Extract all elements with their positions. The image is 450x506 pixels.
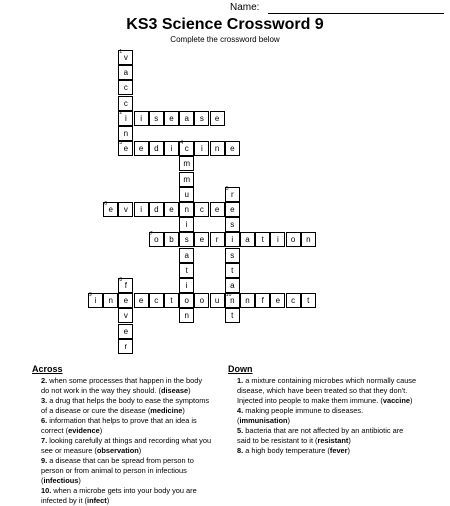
cell-letter: s: [230, 220, 235, 230]
cell-letter: i: [231, 235, 234, 245]
grid-cell[interactable]: [225, 308, 240, 323]
clue-item-number: 7.: [41, 436, 48, 445]
grid-cell[interactable]: [270, 232, 285, 247]
grid-cell[interactable]: [164, 232, 179, 247]
grid-cell[interactable]: [270, 293, 285, 308]
cell-letter: t: [261, 235, 264, 245]
grid-cell[interactable]: [225, 232, 240, 247]
cell-letter: r: [124, 341, 128, 351]
cell-letter: c: [291, 296, 296, 306]
clue-item-number: 6.: [41, 416, 48, 425]
cell-letter: o: [290, 235, 296, 245]
grid-cell[interactable]: [118, 111, 133, 126]
cell-letter: r: [215, 235, 219, 245]
clue-item-text: a drug that helps the body to ease the symptoms of a disease or cure the disease: [41, 396, 210, 415]
cell-letter: i: [140, 113, 142, 123]
across-clues: [32, 364, 212, 506]
cell-letter: a: [184, 113, 189, 123]
clue-item-number: 9.: [41, 456, 48, 465]
grid-cell[interactable]: [164, 141, 179, 156]
cell-letter: i: [170, 144, 173, 154]
cell-letter: u: [184, 189, 189, 199]
clue-number: 2: [119, 109, 123, 116]
grid-cell[interactable]: [194, 293, 209, 308]
grid-cell[interactable]: [179, 187, 194, 202]
grid-cell[interactable]: [134, 141, 149, 156]
cell-letter: t: [185, 265, 188, 275]
grid-cell[interactable]: [179, 172, 194, 187]
grid-cell[interactable]: [164, 293, 179, 308]
cell-letter: e: [199, 235, 205, 245]
cell-letter: s: [154, 113, 159, 123]
cell-letter: t: [170, 296, 173, 306]
clue-item: 5. bacteria that are not affected by an antibiotic are said to be resistant to it (resistant): [237, 426, 404, 445]
cell-letter: o: [199, 296, 205, 306]
cell-letter: e: [230, 205, 235, 214]
clue-item-number: 4.: [237, 406, 244, 415]
grid-cell[interactable]: [149, 111, 164, 126]
clue-item-answer: vaccine: [382, 396, 410, 405]
clue-number: 8: [119, 277, 123, 283]
grid-cell[interactable]: [179, 202, 194, 217]
cell-letter: m: [183, 174, 191, 184]
cell-letter: c: [199, 205, 204, 214]
grid-cell[interactable]: [118, 324, 133, 339]
grid-cell[interactable]: [179, 141, 194, 156]
cell-letter: a: [184, 250, 189, 260]
cell-letter: c: [123, 83, 128, 93]
clue-item-number: 3.: [41, 396, 48, 405]
cell-letter: a: [245, 235, 250, 245]
cell-letter: v: [123, 205, 128, 214]
grid-cell[interactable]: [225, 141, 240, 156]
page-title: KS3 Science Crossword 9: [126, 16, 324, 33]
cell-letter: u: [214, 296, 220, 306]
cell-letter: e: [169, 205, 174, 214]
grid-cell[interactable]: [134, 111, 149, 126]
grid-cell[interactable]: [301, 293, 316, 308]
clue-number: 5: [225, 185, 229, 192]
cell-letter: e: [138, 144, 144, 154]
grid-cell[interactable]: [210, 293, 225, 308]
cell-letter: f: [261, 296, 264, 306]
clue-number: 6: [104, 201, 107, 207]
grid-cell[interactable]: [225, 187, 240, 202]
clue-item-answer: evidence: [68, 426, 100, 435]
clue-item-answer: infectious: [43, 476, 79, 485]
grid-cell[interactable]: [225, 263, 240, 278]
cell-letter: e: [275, 296, 281, 306]
grid-cell[interactable]: [118, 293, 133, 308]
clue-item-answer: immunisation: [239, 416, 288, 425]
grid-cell[interactable]: [118, 141, 133, 156]
clue-item-text: a high body temperature: [245, 446, 326, 455]
grid-cell[interactable]: [301, 232, 316, 247]
clue-item-answer: disease: [160, 386, 189, 395]
cell-letter: e: [123, 296, 129, 306]
cell-letter: i: [277, 235, 279, 245]
cell-letter: n: [108, 296, 113, 306]
grid-cell[interactable]: [225, 248, 240, 263]
grid-cell[interactable]: [118, 65, 133, 80]
cell-letter: c: [184, 144, 189, 154]
cell-letter: e: [108, 205, 113, 214]
grid-cell[interactable]: [179, 308, 194, 323]
grid-cell[interactable]: [118, 80, 133, 95]
cell-letter: i: [185, 281, 188, 290]
grid-cell[interactable]: [118, 202, 133, 217]
grid-cell[interactable]: [210, 202, 225, 217]
cell-letter: i: [185, 220, 188, 230]
grid-cell[interactable]: [149, 293, 164, 308]
cell-letter: n: [184, 311, 189, 321]
cell-letter: i: [94, 296, 97, 306]
cell-letter: i: [201, 144, 203, 154]
down-clues: [228, 364, 418, 456]
grid-cell[interactable]: [134, 202, 149, 217]
clue-item-answer: observation: [96, 446, 139, 455]
cell-letter: d: [154, 205, 159, 214]
cell-letter: s: [230, 250, 235, 260]
grid-cell[interactable]: [103, 202, 118, 217]
clue-item: 10. when a microbe gets into your body you are infected by it (infect): [41, 486, 197, 505]
clue-item: 3. a drug that helps the body to ease the symptoms of a disease or cure the disease (medicine): [41, 396, 210, 415]
clue-item-text: looking carefully at things and recording what you see or measure: [41, 436, 212, 455]
cell-letter: t: [307, 296, 310, 306]
grid-cell[interactable]: [240, 232, 255, 247]
grid-cell[interactable]: [134, 293, 149, 308]
cell-letter: a: [230, 281, 235, 290]
cell-letter: v: [123, 311, 128, 321]
grid-cell[interactable]: [88, 293, 103, 308]
cell-letter: c: [123, 98, 128, 108]
grid-cell[interactable]: [286, 293, 301, 308]
cell-letter: b: [169, 235, 174, 245]
cell-letter: r: [230, 189, 234, 199]
clue-item-text: information that helps to prove that an idea is correct: [41, 416, 197, 435]
cell-letter: m: [183, 159, 191, 169]
across-heading: Across: [32, 364, 63, 374]
grid-cell[interactable]: [286, 232, 301, 247]
grid-cell[interactable]: [225, 293, 240, 308]
grid-cell[interactable]: [164, 202, 179, 217]
clue-item: 8. a high body temperature (fever): [237, 446, 351, 455]
clue-item-text: making people immune to diseases.: [245, 406, 364, 415]
clue-item: 2. when some processes that happen in the body do not work in the way they should. (disease): [41, 376, 203, 395]
clue-item-number: 2.: [41, 376, 48, 385]
grid-cell[interactable]: [149, 141, 164, 156]
clue-item: 7. looking carefully at things and recording what you see or measure (observation): [41, 436, 212, 455]
grid-cell[interactable]: [103, 293, 118, 308]
grid-cell[interactable]: [210, 141, 225, 156]
cell-letter: n: [123, 129, 129, 138]
down-heading: Down: [228, 364, 253, 374]
clue-item: 4. making people immune to diseases. (immunisation): [237, 406, 364, 425]
cell-letter: e: [214, 205, 220, 214]
across-clue-list: [32, 376, 212, 506]
grid-cell[interactable]: [179, 232, 194, 247]
grid-cell[interactable]: [118, 50, 133, 65]
cell-letter: n: [306, 235, 311, 245]
clue-number: 4: [180, 140, 183, 147]
clue-item-answer: resistant: [317, 436, 349, 445]
cell-letter: n: [245, 296, 250, 306]
cell-letter: f: [124, 281, 127, 290]
cell-letter: t: [231, 311, 234, 321]
cell-letter: o: [184, 296, 189, 306]
cell-letter: i: [125, 113, 127, 123]
cell-letter: e: [123, 144, 129, 154]
grid-cell[interactable]: [118, 308, 133, 323]
cell-letter: v: [123, 53, 128, 62]
clue-item: 1. a mixture containing microbes which normally cause disease, which have been treated so that they don't. Injected into people to make them immune. (vaccine): [237, 376, 417, 405]
clue-item: 6. information that helps to prove that an idea is correct (evidence): [41, 416, 197, 435]
grid-cell[interactable]: [179, 217, 194, 232]
grid-cell[interactable]: [255, 293, 270, 308]
clue-item-number: 1.: [237, 376, 244, 385]
grid-cell[interactable]: [210, 111, 225, 126]
clue-item-answer: fever: [329, 446, 348, 455]
grid-cell[interactable]: [164, 111, 179, 126]
clue-item-answer: medicine: [150, 406, 183, 415]
clue-item-text: a disease that can be spread from person to person or from animal to person in infectious: [41, 456, 194, 475]
grid-cell[interactable]: [118, 278, 133, 293]
cell-letter: e: [123, 326, 129, 336]
grid-cell[interactable]: [118, 96, 133, 111]
cell-letter: a: [123, 68, 129, 78]
grid-cell[interactable]: [149, 232, 164, 247]
grid-cell[interactable]: [225, 217, 240, 232]
grid-cell[interactable]: [179, 293, 194, 308]
cell-letter: i: [140, 205, 142, 214]
grid-cell[interactable]: [179, 156, 194, 171]
cell-letter: c: [154, 296, 159, 306]
clue-item-number: 5.: [237, 426, 244, 435]
clue-number: 1: [119, 49, 123, 55]
name-label: Name:: [230, 2, 260, 13]
clue-item-text: when a microbe gets into your body you are infected by it: [41, 486, 197, 505]
grid-cell[interactable]: [255, 232, 270, 247]
cell-letter: e: [138, 296, 144, 306]
cell-letter: t: [231, 265, 234, 275]
page-subtitle: Complete the crossword below: [170, 35, 280, 44]
clue-item-text: a mixture containing microbes which normally cause disease, which have been treated so that they don't. Injected into people to make them immune.: [237, 376, 417, 405]
cell-letter: n: [214, 144, 220, 154]
clue-number: 3: [119, 140, 123, 147]
clue-number: 10: [225, 292, 232, 299]
grid-cell[interactable]: [179, 278, 194, 293]
cell-letter: e: [169, 113, 174, 123]
grid-cell[interactable]: [179, 263, 194, 278]
clue-item-text: bacteria that are not affected by an antibiotic are said to be resistant to it: [237, 426, 404, 445]
grid-cell[interactable]: [118, 126, 133, 141]
cell-letter: n: [184, 205, 189, 214]
grid-cell[interactable]: [210, 232, 225, 247]
cell-letter: e: [230, 144, 235, 154]
clue-item: 9. a disease that can be spread from person to person or from animal to person in infectious (infectious): [41, 456, 194, 485]
cell-letter: n: [230, 296, 235, 306]
clue-item-text: when some processes that happen in the body do not work in the way they should.: [41, 376, 203, 395]
grid-cell[interactable]: [225, 278, 240, 293]
clue-item-number: 10.: [41, 486, 52, 495]
cell-letter: s: [184, 235, 189, 245]
cell-letter: e: [214, 113, 220, 123]
grid-cell[interactable]: [194, 141, 209, 156]
grid-cell[interactable]: [118, 339, 133, 354]
grid-cell[interactable]: [194, 202, 209, 217]
grid-cell[interactable]: [225, 202, 240, 217]
grid-cell[interactable]: [194, 232, 209, 247]
grid-cell[interactable]: [149, 202, 164, 217]
grid-cell[interactable]: [240, 293, 255, 308]
clue-item-number: 8.: [237, 446, 244, 455]
grid-cell[interactable]: [179, 111, 194, 126]
cell-letter: d: [154, 144, 159, 154]
clue-item-answer: infect: [87, 496, 107, 505]
cell-letter: o: [154, 235, 159, 245]
grid-cell[interactable]: [179, 248, 194, 263]
clue-number: 9: [89, 292, 92, 299]
down-clue-list: [228, 376, 418, 456]
clue-number: 7: [149, 231, 153, 238]
cell-letter: s: [199, 113, 204, 123]
grid-cell[interactable]: [194, 111, 209, 126]
